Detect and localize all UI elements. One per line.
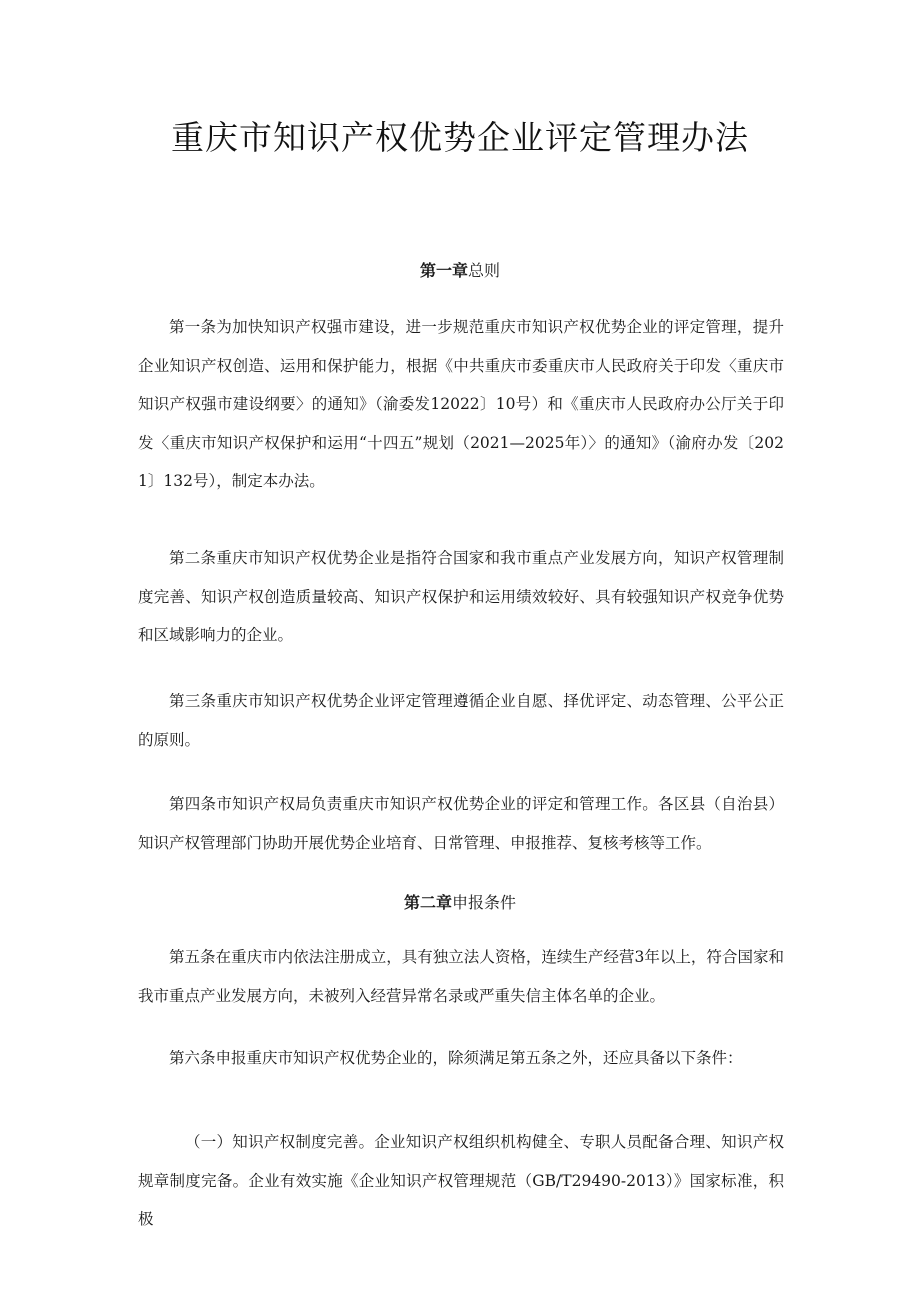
article-4-paragraph: 第四条市知识产权局负责重庆市知识产权优势企业的评定和管理工作。各区县（自治县）知识产权管理部门协助开展优势企业培育、日常管理、申报推荐、复核考核等工作。: [138, 795, 784, 852]
chapter-heading-1: [0, 258, 920, 281]
article-6-paragraph: 第六条申报重庆市知识产权优势企业的，除须满足第五条之外，还应具备以下条件：: [169, 1049, 743, 1067]
document-title: 重庆市知识产权优势企业评定管理办法: [171, 118, 749, 157]
article-6-item-1-paragraph: （一）知识产权制度完善。企业知识产权组织机构健全、专职人员配备合理、知识产权规章制度完备。企业有效实施《企业知识产权管理规范（GB/T29490-2013）》国家标准，积极: [138, 1133, 784, 1228]
chapter-name: 总则: [468, 261, 501, 280]
article-2-paragraph: 第二条重庆市知识产权优势企业是指符合国家和我市重点产业发展方向，知识产权管理制度完善、知识产权创造质量较高、知识产权保护和运用绩效较好、具有较强知识产权竞争优势和区域影响力的企业。: [138, 549, 784, 644]
chapter-number: 第一章: [419, 261, 468, 280]
article-5-paragraph: 第五条在重庆市内依法注册成立，具有独立法人资格，连续生产经营3年以上，符合国家和我市重点产业发展方向，未被列入经营异常名录或严重失信主体名单的企业。: [138, 948, 784, 1005]
chapter-number: 第二章: [403, 893, 452, 912]
article-3-paragraph: 第三条重庆市知识产权优势企业评定管理遵循企业自愿、择优评定、动态管理、公平公正的原则。: [138, 692, 784, 749]
chapter-heading-2: [0, 890, 920, 913]
chapter-name: 申报条件: [452, 893, 517, 912]
article-1-paragraph: 第一条为加快知识产权强市建设，进一步规范重庆市知识产权优势企业的评定管理，提升企业知识产权创造、运用和保护能力，根据《中共重庆市委重庆市人民政府关于印发〈重庆市知识产权强市建设纲要〉的通知》（渝委发12022〕10号）和《重庆市人民政府办公厅关于印发〈重庆市知识产权保护和运用“十四五”规划（2021—2025年）〉的通知》（渝府办发〔2021〕132号），制定本办法。: [138, 318, 784, 490]
